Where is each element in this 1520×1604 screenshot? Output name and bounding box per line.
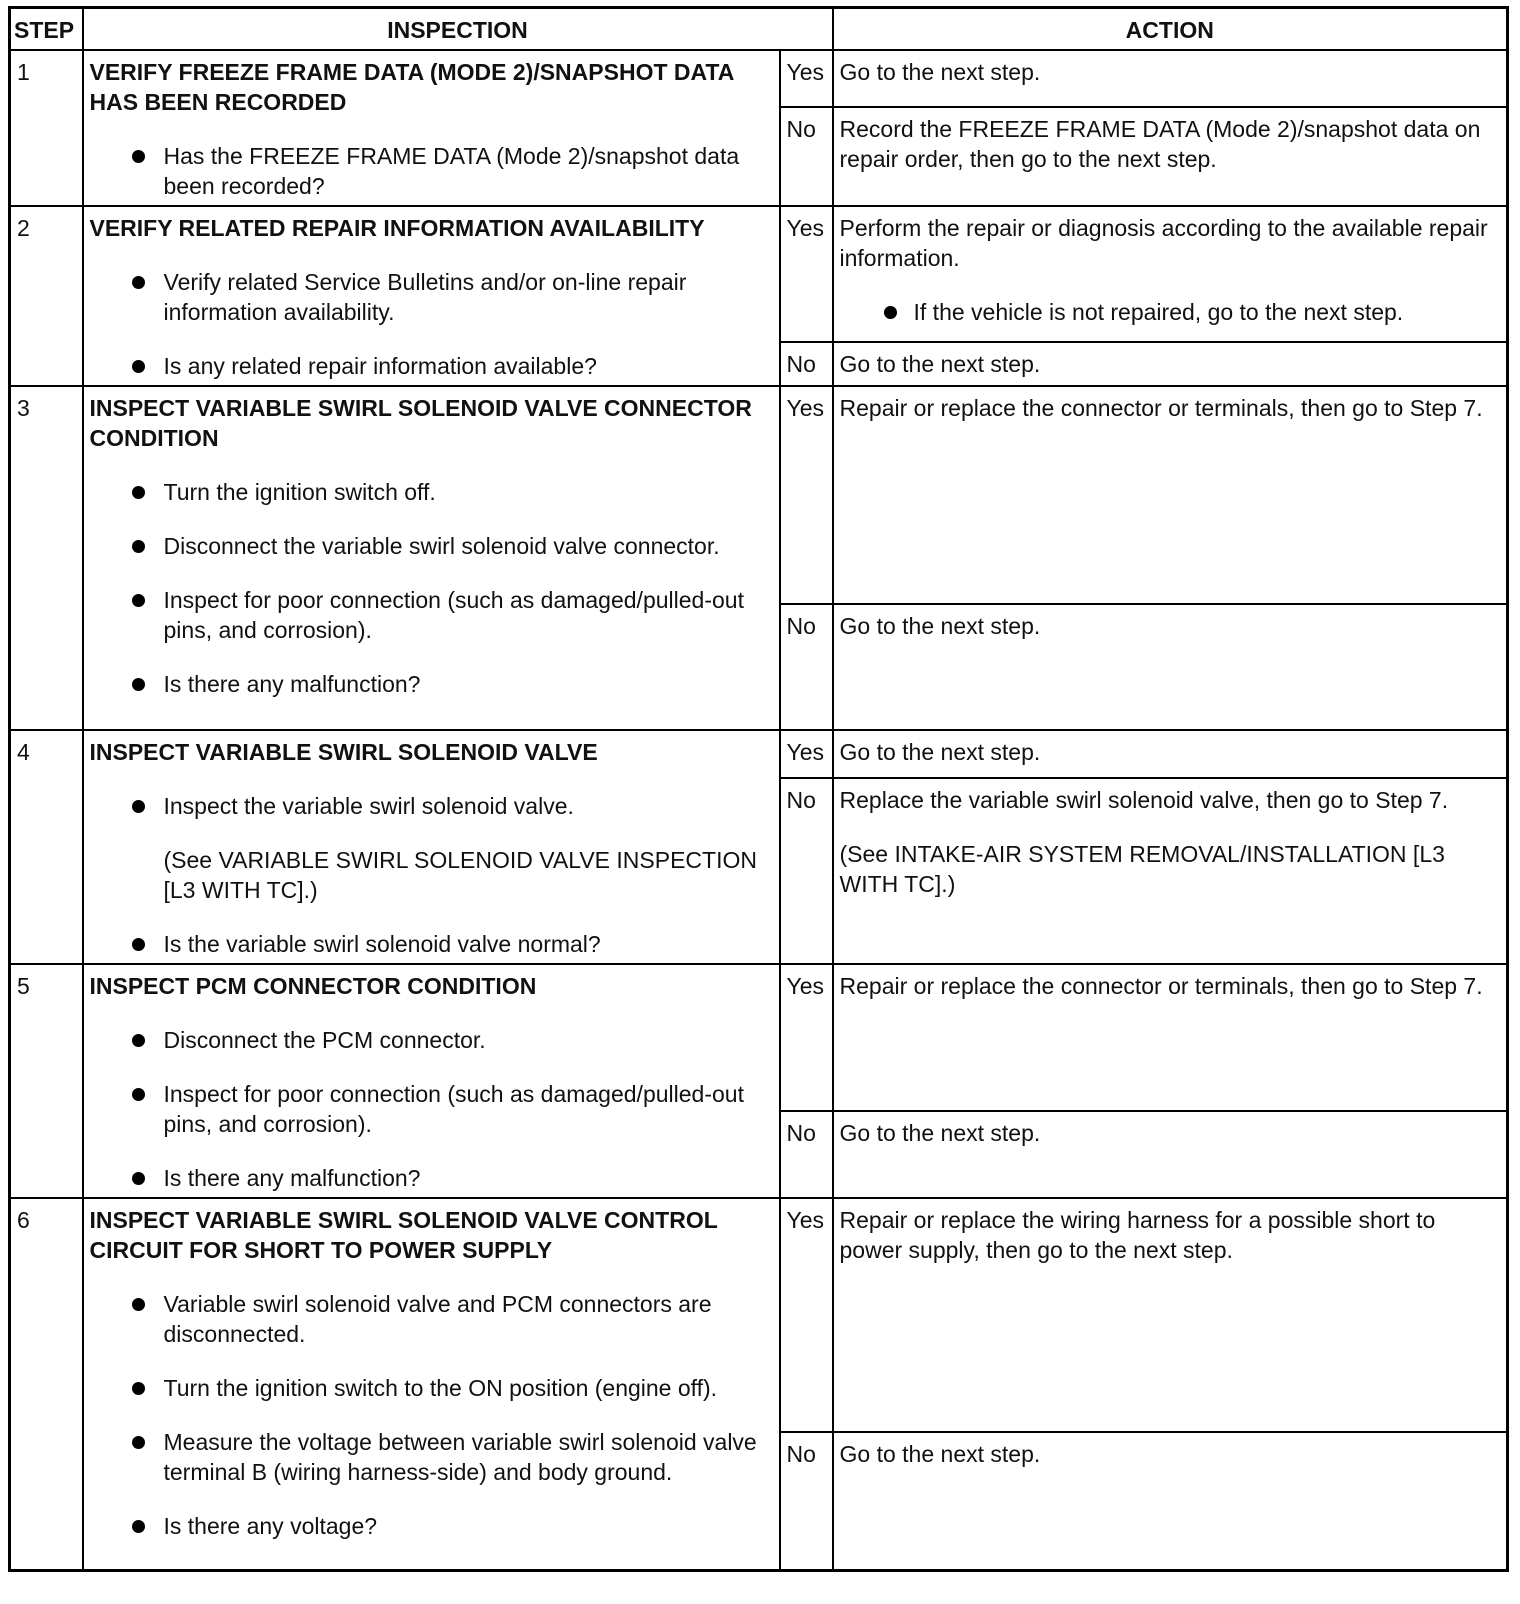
step-title: VERIFY RELATED REPAIR INFORMATION AVAILABILITY bbox=[89, 215, 705, 241]
inspection-item: Turn the ignition switch to the ON position (engine off). bbox=[90, 1373, 773, 1403]
inspection-list bbox=[90, 1289, 773, 1541]
inspection-column-header: INSPECTION bbox=[83, 8, 833, 51]
action-item: If the vehicle is not repaired, go to the next step. bbox=[840, 297, 1501, 327]
inspection-item: Measure the voltage between variable swirl solenoid valve terminal B (wiring harness-side) and body ground. bbox=[90, 1427, 773, 1487]
step-title: INSPECT VARIABLE SWIRL SOLENOID VALVE CONNECTOR CONDITION bbox=[89, 395, 752, 451]
inspection-item: Is the variable swirl solenoid valve normal? bbox=[90, 929, 773, 959]
inspection-item: Is any related repair information available? bbox=[90, 351, 773, 381]
yes-label: Yes bbox=[780, 1198, 833, 1432]
action-column-header: ACTION bbox=[833, 8, 1508, 51]
inspection-item: Has the FREEZE FRAME DATA (Mode 2)/snapshot data been recorded? bbox=[90, 141, 773, 201]
step-5-inspection bbox=[83, 964, 780, 1198]
step-column-header: STEP bbox=[10, 8, 83, 51]
no-label: No bbox=[780, 342, 833, 387]
yes-action: Go to the next step. bbox=[833, 50, 1508, 107]
inspection-item: Is there any malfunction? bbox=[90, 1163, 773, 1193]
inspection-item bbox=[90, 791, 773, 905]
step-4-inspection bbox=[83, 730, 780, 964]
inspection-item: Is there any malfunction? bbox=[90, 669, 773, 699]
step-3-yes-row bbox=[10, 386, 1508, 604]
step-number: 6 bbox=[10, 1198, 83, 1570]
diagnostic-procedure-table bbox=[8, 6, 1509, 1572]
step-3-inspection bbox=[83, 386, 780, 730]
no-action: Go to the next step. bbox=[833, 1111, 1508, 1199]
inspection-list bbox=[90, 141, 773, 201]
yes-label: Yes bbox=[780, 206, 833, 342]
yes-label: Yes bbox=[780, 50, 833, 107]
yes-action: Perform the repair or diagnosis according to the available repair information. bbox=[839, 215, 1488, 271]
inspection-list bbox=[90, 477, 773, 699]
no-label: No bbox=[780, 1432, 833, 1570]
inspection-item: Turn the ignition switch off. bbox=[90, 477, 773, 507]
step-1-inspection bbox=[83, 50, 780, 206]
step-title: VERIFY FREEZE FRAME DATA (MODE 2)/SNAPSHOT DATA HAS BEEN RECORDED bbox=[89, 59, 734, 115]
inspection-list bbox=[90, 791, 773, 959]
inspection-item: Is there any voltage? bbox=[90, 1511, 773, 1541]
inspection-item: Inspect for poor connection (such as damaged/pulled-out pins, and corrosion). bbox=[90, 1079, 773, 1139]
inspection-item: Verify related Service Bulletins and/or on-line repair information availability. bbox=[90, 267, 773, 327]
action-list bbox=[840, 297, 1501, 327]
step-number: 3 bbox=[10, 386, 83, 730]
no-action: Record the FREEZE FRAME DATA (Mode 2)/snapshot data on repair order, then go to the next step. bbox=[833, 107, 1508, 206]
no-label: No bbox=[780, 604, 833, 730]
yes-action: Repair or replace the wiring harness for a possible short to power supply, then go to the next step. bbox=[833, 1198, 1508, 1432]
inspection-item: Disconnect the variable swirl solenoid valve connector. bbox=[90, 531, 773, 561]
step-2-inspection bbox=[83, 206, 780, 386]
inspection-list bbox=[90, 1025, 773, 1193]
table-header-row bbox=[10, 8, 1508, 51]
see-reference-note: (See VARIABLE SWIRL SOLENOID VALVE INSPECTION [L3 WITH TC].) bbox=[163, 847, 757, 903]
inspection-list bbox=[90, 267, 773, 381]
no-action: Go to the next step. bbox=[833, 604, 1508, 730]
inspection-item: Variable swirl solenoid valve and PCM connectors are disconnected. bbox=[90, 1289, 773, 1349]
step-number: 5 bbox=[10, 964, 83, 1198]
step-number: 1 bbox=[10, 50, 83, 206]
step-title: INSPECT VARIABLE SWIRL SOLENOID VALVE CONTROL CIRCUIT FOR SHORT TO POWER SUPPLY bbox=[89, 1207, 718, 1263]
step-6-inspection bbox=[83, 1198, 780, 1570]
step-2-yes-row bbox=[10, 206, 1508, 342]
yes-action: Repair or replace the connector or terminals, then go to Step 7. bbox=[833, 386, 1508, 604]
yes-action: Repair or replace the connector or terminals, then go to Step 7. bbox=[833, 964, 1508, 1111]
step-title: INSPECT VARIABLE SWIRL SOLENOID VALVE bbox=[89, 739, 598, 765]
yes-action: Go to the next step. bbox=[833, 730, 1508, 778]
step-1-yes-row bbox=[10, 50, 1508, 107]
no-label: No bbox=[780, 1111, 833, 1199]
see-reference-note: (See INTAKE-AIR SYSTEM REMOVAL/INSTALLATION [L3 WITH TC].) bbox=[839, 841, 1445, 898]
inspection-item: Disconnect the PCM connector. bbox=[90, 1025, 773, 1055]
yes-action-cell bbox=[833, 206, 1508, 342]
step-title: INSPECT PCM CONNECTOR CONDITION bbox=[89, 973, 537, 999]
step-5-yes-row bbox=[10, 964, 1508, 1111]
step-6-yes-row bbox=[10, 1198, 1508, 1432]
inspection-item: Inspect for poor connection (such as damaged/pulled-out pins, and corrosion). bbox=[90, 585, 773, 645]
no-label: No bbox=[780, 107, 833, 206]
no-action-cell bbox=[833, 778, 1508, 964]
step-number: 2 bbox=[10, 206, 83, 386]
no-action: Replace the variable swirl solenoid valve, then go to Step 7. bbox=[839, 787, 1449, 814]
yes-label: Yes bbox=[780, 386, 833, 604]
yes-label: Yes bbox=[780, 964, 833, 1111]
step-number: 4 bbox=[10, 730, 83, 964]
no-action: Go to the next step. bbox=[833, 1432, 1508, 1570]
no-label: No bbox=[780, 778, 833, 964]
inspection-item-text: Inspect the variable swirl solenoid valve. bbox=[163, 793, 574, 819]
no-action: Go to the next step. bbox=[833, 342, 1508, 387]
yes-label: Yes bbox=[780, 730, 833, 778]
step-4-yes-row bbox=[10, 730, 1508, 778]
